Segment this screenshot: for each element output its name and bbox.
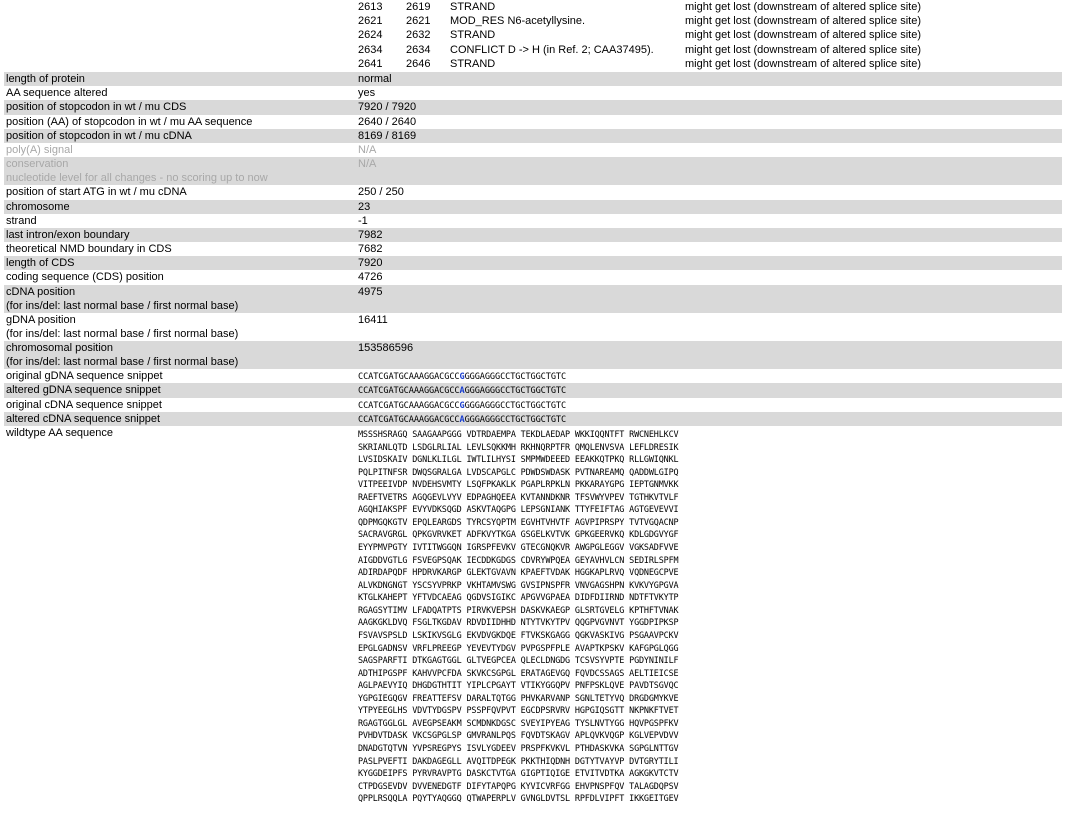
feature-type: STRAND	[450, 1, 496, 13]
feature-row	[358, 57, 958, 71]
snippet-label: altered cDNA sequence snippet	[6, 412, 161, 425]
attribute-row	[4, 214, 1062, 228]
attribute-value: 7920 / 7920	[358, 101, 417, 114]
sequence-line: RGAGTGGLGL AVEGPSEAKM SCMDNKDGSC SVEYIPYEAG TYSLNVTYGG HQVPGSPFKV	[358, 717, 679, 728]
sequence-snippet: CCATCGATGCAAAGGACGCCGGGGAGGGCCTGCTGGCTGTC	[358, 400, 567, 411]
feature-desc: might get lost (downstream of altered splice site)	[685, 1, 921, 13]
feature-row	[358, 0, 958, 14]
snippet-label: original cDNA sequence snippet	[6, 398, 162, 411]
feature-end: 2632	[406, 29, 431, 42]
attribute-row	[4, 285, 1062, 313]
feature-start: 2624	[358, 29, 383, 42]
attribute-row	[4, 341, 1062, 369]
attribute-row	[4, 200, 1062, 214]
attribute-label: position of stopcodon in wt / mu cDNA	[6, 129, 192, 142]
attribute-label: length of protein	[6, 73, 85, 85]
snippet-row	[4, 369, 1062, 383]
attribute-row	[4, 242, 1062, 256]
snippet-label: original gDNA sequence snippet	[6, 370, 163, 383]
attribute-value: 250 / 250	[358, 186, 404, 199]
changed-base: G	[459, 372, 465, 383]
attribute-value: 4975	[358, 285, 383, 298]
sequence-line: ALVKDNGNGT YSCSYVPRKP VKHTAMVSWG GVSIPNSPFR VNVGAGSHPN KVKVYGPGVA	[358, 579, 679, 590]
sequence-snippet: CCATCGATGCAAAGGACGCCAGGGAGGGCCTGCTGGCTGTC	[358, 386, 567, 397]
attribute-label: position of stopcodon in wt / mu CDS	[6, 101, 187, 114]
attribute-label: strand	[6, 214, 37, 227]
sequence-line: QPPLRSQQLA PQYTYAQGGQ QTWAPERPLV GVNGLDVTSL RPFDLVIPFT IKKGEITGEV	[358, 793, 679, 804]
sequence-line: EPGLGADNSV VRFLPREEGP YEVEVTYDGV PVPGSPFPLE AVAPTKPSKV KAFGPGLQGG	[358, 642, 679, 653]
attribute-label: position (AA) of stopcodon in wt / mu AA sequence	[6, 115, 253, 128]
feature-list	[358, 0, 958, 71]
attribute-row	[4, 115, 1062, 129]
feature-row	[358, 28, 958, 42]
feature-row	[358, 14, 958, 28]
attribute-label: coding sequence (CDS) position	[6, 271, 164, 284]
attribute-label: conservation nucleotide level for all changes - no scoring up to now	[6, 158, 268, 185]
attribute-label: poly(A) signal	[6, 143, 73, 156]
attribute-value: 7920	[358, 257, 383, 270]
snippet-row	[4, 412, 1062, 426]
feature-row	[358, 43, 958, 57]
wildtype-sequence	[358, 428, 678, 805]
attribute-row	[4, 313, 1062, 341]
attribute-label: AA sequence altered	[6, 87, 108, 100]
sequence-line: RAEFTVETRS AGQGEVLVYV EDPAGHQEEA KVTANNDKNR TFSVWYVPEV TGTHKVTVLF	[358, 491, 679, 502]
attribute-label: cDNA position (for ins/del: last normal base / first normal base)	[6, 285, 239, 312]
feature-desc: might get lost (downstream of altered splice site)	[685, 57, 921, 70]
feature-desc: might get lost (downstream of altered splice site)	[685, 29, 921, 42]
attribute-row	[4, 72, 1062, 86]
attribute-value: N/A	[358, 143, 377, 156]
sequence-line: SACRAVGRGL QPKGVRVKET ADFKVYTKGA GSGELKVTVK GPKGEERVKQ KDLGDGVYGF	[358, 529, 679, 540]
attribute-row	[4, 228, 1062, 242]
feature-type: STRAND	[450, 29, 496, 42]
attribute-value: 23	[358, 200, 371, 213]
feature-start: 2634	[358, 43, 383, 56]
attribute-row	[4, 185, 1062, 199]
attribute-value: 16411	[358, 313, 388, 326]
feature-start: 2621	[358, 15, 383, 28]
sequence-line: KYGGDEIPFS PYRVRAVPTG DASKCTVTGA GIGPTIQIGE ETVITVDTKA AGKGKVTCTV	[358, 768, 679, 779]
attribute-row	[4, 256, 1062, 270]
sequence-line: SKRIANLQTD LSDGLRLIAL LEVLSQKKMH RKHNQRPTFR QMQLENVSVA LEFLDRESIK	[358, 441, 679, 452]
sequence-line: AGQHIAKSPF EVYVDKSQGD ASKVTAQGPG LEPSGNIANK TTYFEIFTAG AGTGEVEVVI	[358, 504, 679, 515]
sequence-line: PQLPITNFSR DWQSGRALGA LVDSCAPGLC PDWDSWDASK PVTNAREAMQ QADDWLGIPQ	[358, 466, 679, 477]
sequence-line: SAGSPARFTI DTKGAGTGGL GLTVEGPCEA QLECLDNGDG TCSVSYVPTE PGDYNINILF	[358, 655, 679, 666]
feature-end: 2619	[406, 1, 431, 13]
feature-end: 2621	[406, 15, 431, 28]
sequence-line: KTGLKAHEPT YFTVDCAEAG QGDVSIGIKC APGVVGPAEA DIDFDIIRND NDTFTVKYTP	[358, 592, 679, 603]
sequence-line: CTPDGSEVDV DVVENEDGTF DIFYTAPQPG KYVICVRFGG EHVPNSPFQV TALAGDQPSV	[358, 780, 679, 791]
feature-end: 2646	[406, 57, 431, 70]
attribute-value: 7682	[358, 243, 383, 256]
sequence-line: AIGDDVGTLG FSVEGPSQAK IECDDKGDGS CDVRYWPQEA GEYAVHVLCN SEDIRLSPFM	[358, 554, 679, 565]
feature-start: 2641	[358, 57, 383, 70]
attribute-label: position of start ATG in wt / mu cDNA	[6, 186, 187, 199]
attribute-value: normal	[358, 73, 392, 85]
sequence-line: RGAGSYTIMV LFADQATPTS PIRVKVEPSH DASKVKAEGP GLSRTGVELG KPTHFTVNAK	[358, 604, 679, 615]
attribute-label: chromosomal position (for ins/del: last normal base / first normal base)	[6, 342, 239, 368]
attribute-row	[4, 157, 1062, 185]
feature-end: 2634	[406, 43, 431, 56]
attribute-label: theoretical NMD boundary in CDS	[6, 243, 172, 256]
sequence-line: FSVAVSPSLD LSKIKVSGLG EKVDVGKDQE FTVKSKGAGG QGKVASKIVG PSGAAVPCKV	[358, 629, 679, 640]
sequence-line: AGLPAEVYIQ DHGDGTHTIT YIPLCPGAYT VTIKYGGQPV PNFPSKLQVE PAVDTSGVQC	[358, 680, 679, 691]
sequence-line: QDPMGQKGTV EPQLEARGDS TYRCSYQPTM EGVHTVHVTF AGVPIPRSPY TVTVGQACNP	[358, 516, 679, 527]
sequence-line: AAGKGKLDVQ FSGLTKGDAV RDVDIIDHHD NTYTVKYTPV QQGPVGVNVT YGGDPIPKSP	[358, 617, 679, 628]
attribute-value: N/A	[358, 158, 377, 171]
sequence-line: YTPYEEGLHS VDVTYDGSPV PSSPFQVPVT EGCDPSRVRV HGPGIQSGTT NKPNKFTVET	[358, 705, 679, 716]
sequence-line: DNADGTQTVN YVPSREGPYS ISVLYGDEEV PRSPFKVKVL PTHDASKVKA SGPGLNTTGV	[358, 743, 679, 753]
snippet-row	[4, 398, 1062, 412]
snippet-row	[4, 383, 1062, 397]
attribute-row	[4, 129, 1062, 143]
attribute-row	[4, 100, 1062, 114]
feature-desc: might get lost (downstream of altered splice site)	[685, 43, 921, 56]
attribute-value: 2640 / 2640	[358, 115, 417, 128]
changed-base: A	[459, 386, 465, 397]
sequence-snippet: CCATCGATGCAAAGGACGCCAGGGAGGGCCTGCTGGCTGTC	[358, 414, 567, 425]
sequence-line: ADIRDAPQDF HPDRVKARGP GLEKTGVAVN KPAEFTVDAK HGGKAPLRVQ VQDNEGCPVE	[358, 567, 679, 578]
attribute-value: 7982	[358, 228, 383, 241]
attribute-label: chromosome	[6, 200, 70, 213]
feature-type: STRAND	[450, 57, 496, 70]
sequence-line: YGPGIEGQGV FREATTEFSV DARALTQTGG PHVKARVANP SGNLTETYVQ DRGDGMYKVE	[358, 692, 679, 703]
sequence-line: PASLPVEFTI DAKDAGEGLL AVQITDPEGK PKKTHIQDNH DGTYTVAYVP DVTGRYTILI	[358, 755, 679, 766]
sequence-snippet: CCATCGATGCAAAGGACGCCGGGGAGGGCCTGCTGGCTGTC	[358, 372, 567, 383]
attribute-value: 153586596	[358, 342, 414, 354]
sequence-line: VITPEEIVDP NVDEHSVMTY LSQFPKAKLK PGAPLRPKLN PKKARAYGPG IEPTGNMVKK	[358, 479, 679, 490]
changed-base: G	[459, 400, 465, 411]
wildtype-row	[4, 426, 1062, 824]
attribute-label: last intron/exon boundary	[6, 228, 130, 241]
attribute-label: gDNA position (for ins/del: last normal base / first normal base)	[6, 313, 239, 340]
sequence-line: LVSIDSKAIV DGNLKLILGL IWTLILHYSI SMPMWDEEED EEAKKQTPKQ RLLGWIQNKL	[358, 454, 679, 465]
attribute-value: 8169 / 8169	[358, 129, 417, 142]
sequence-line: PVHDVTDASK VKCSGPGLSP GMVRANLPQS FQVDTSKAGV APLQVKVQGP KGLVEPVDVV	[358, 730, 679, 741]
feature-start: 2613	[358, 1, 383, 13]
wildtype-label: wildtype AA sequence	[6, 426, 114, 439]
changed-base: A	[459, 414, 465, 425]
snippet-label: altered gDNA sequence snippet	[6, 384, 161, 397]
sequence-line: MSSSHSRAGQ SAAGAAPGGG VDTRDAEMPA TEKDLAEDAP WKKIQQNTFT RWCNEHLKCV	[358, 428, 679, 439]
attribute-row	[4, 143, 1062, 157]
sequence-line: ADTHIPGSPF KAHVVPCFDA SKVKCSGPGL ERATAGEVGQ FQVDCSSAGS AELTIEICSE	[358, 667, 679, 678]
feature-desc: might get lost (downstream of altered splice site)	[685, 15, 921, 28]
feature-type: MOD_RES N6-acetyllysine.	[450, 15, 586, 28]
attribute-value: -1	[358, 214, 368, 227]
sequence-line: EYYPMVPGTY IVTITWGGQN IGRSPFEVKV GTECGNQKVR AWGPGLEGGV VGKSADFVVE	[358, 542, 679, 552]
attribute-value: 4726	[358, 271, 383, 284]
attribute-row	[4, 270, 1062, 284]
feature-type: CONFLICT D -> H (in Ref. 2; CAA37495).	[450, 43, 654, 56]
attribute-table	[4, 72, 1062, 824]
attribute-value: yes	[358, 87, 376, 100]
attribute-label: length of CDS	[6, 257, 75, 270]
attribute-row	[4, 86, 1062, 100]
